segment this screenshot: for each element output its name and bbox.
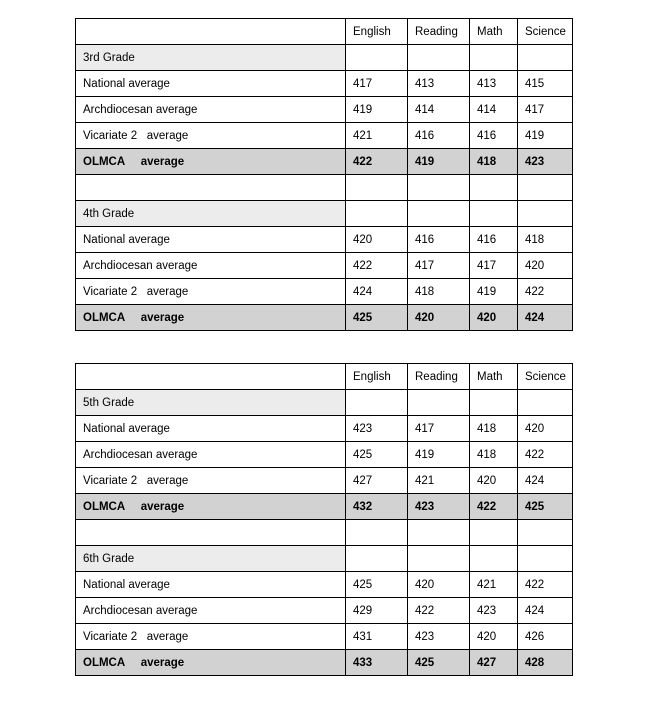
score-cell-science: 424 xyxy=(518,598,573,624)
score-cell-reading: 420 xyxy=(408,305,470,331)
header-row xyxy=(76,19,573,45)
archdiocesan-average-row xyxy=(76,598,573,624)
column-header-math: Math xyxy=(470,364,518,390)
grade-row-6th xyxy=(76,546,573,572)
column-header-reading: Reading xyxy=(408,19,470,45)
archdiocesan-average-row xyxy=(76,442,573,468)
score-cell-english: 425 xyxy=(346,442,408,468)
grade-label-cell: 5th Grade xyxy=(76,390,346,416)
vicariate-average-row xyxy=(76,123,573,149)
score-cell-english: 433 xyxy=(346,650,408,676)
score-cell-science: 417 xyxy=(518,97,573,123)
empty-cell xyxy=(518,175,573,201)
empty-cell xyxy=(470,520,518,546)
olmca-average-row xyxy=(76,305,573,331)
row-label-cell: OLMCA average xyxy=(76,650,346,676)
score-cell-science: 424 xyxy=(518,305,573,331)
empty-score-cell xyxy=(346,390,408,416)
scores-table-grades-5-6 xyxy=(75,363,573,676)
column-header-english: English xyxy=(346,364,408,390)
column-header-science: Science xyxy=(518,364,573,390)
header-row xyxy=(76,364,573,390)
row-label-cell: Archdiocesan average xyxy=(76,442,346,468)
score-cell-reading: 421 xyxy=(408,468,470,494)
column-header-english: English xyxy=(346,19,408,45)
score-cell-math: 419 xyxy=(470,279,518,305)
column-header-science: Science xyxy=(518,19,573,45)
score-cell-reading: 419 xyxy=(408,442,470,468)
score-cell-science: 422 xyxy=(518,442,573,468)
empty-score-cell xyxy=(408,45,470,71)
row-label-cell: National average xyxy=(76,227,346,253)
score-cell-english: 431 xyxy=(346,624,408,650)
row-label-cell: OLMCA average xyxy=(76,494,346,520)
score-cell-reading: 418 xyxy=(408,279,470,305)
score-cell-science: 418 xyxy=(518,227,573,253)
score-cell-math: 416 xyxy=(470,123,518,149)
grade-label-cell: 6th Grade xyxy=(76,546,346,572)
score-cell-english: 432 xyxy=(346,494,408,520)
score-cell-math: 418 xyxy=(470,149,518,175)
score-cell-english: 417 xyxy=(346,71,408,97)
score-cell-math: 414 xyxy=(470,97,518,123)
score-cell-science: 428 xyxy=(518,650,573,676)
score-cell-english: 425 xyxy=(346,305,408,331)
score-cell-reading: 417 xyxy=(408,416,470,442)
column-header-math: Math xyxy=(470,19,518,45)
scores-table-grades-3-4 xyxy=(75,18,573,331)
spacer-row xyxy=(76,520,573,546)
empty-score-cell xyxy=(470,45,518,71)
score-cell-english: 425 xyxy=(346,572,408,598)
table-gap xyxy=(75,331,650,363)
score-cell-reading: 416 xyxy=(408,123,470,149)
national-average-row xyxy=(76,227,573,253)
header-empty-cell xyxy=(76,364,346,390)
score-cell-math: 421 xyxy=(470,572,518,598)
empty-score-cell xyxy=(408,201,470,227)
score-cell-english: 424 xyxy=(346,279,408,305)
score-cell-math: 417 xyxy=(470,253,518,279)
score-cell-science: 420 xyxy=(518,416,573,442)
grade-label-cell: 3rd Grade xyxy=(76,45,346,71)
score-cell-reading: 425 xyxy=(408,650,470,676)
row-label-cell: Archdiocesan average xyxy=(76,253,346,279)
score-cell-english: 423 xyxy=(346,416,408,442)
row-label-cell: Vicariate 2 average xyxy=(76,624,346,650)
empty-score-cell xyxy=(470,546,518,572)
national-average-row xyxy=(76,71,573,97)
grade-row-4th xyxy=(76,201,573,227)
score-cell-math: 420 xyxy=(470,305,518,331)
empty-score-cell xyxy=(518,45,573,71)
empty-score-cell xyxy=(470,390,518,416)
empty-cell xyxy=(346,520,408,546)
score-cell-science: 420 xyxy=(518,253,573,279)
empty-score-cell xyxy=(346,201,408,227)
score-cell-reading: 416 xyxy=(408,227,470,253)
empty-score-cell xyxy=(346,45,408,71)
score-cell-reading: 413 xyxy=(408,71,470,97)
score-cell-reading: 423 xyxy=(408,494,470,520)
score-cell-math: 423 xyxy=(470,598,518,624)
score-cell-math: 418 xyxy=(470,416,518,442)
score-cell-science: 422 xyxy=(518,572,573,598)
empty-cell xyxy=(76,520,346,546)
empty-cell xyxy=(518,520,573,546)
vicariate-average-row xyxy=(76,624,573,650)
row-label-cell: Archdiocesan average xyxy=(76,97,346,123)
empty-score-cell xyxy=(518,201,573,227)
empty-cell xyxy=(408,520,470,546)
empty-score-cell xyxy=(346,546,408,572)
row-label-cell: National average xyxy=(76,416,346,442)
row-label-cell: Vicariate 2 average xyxy=(76,279,346,305)
empty-cell xyxy=(408,175,470,201)
row-label-cell: OLMCA average xyxy=(76,305,346,331)
empty-score-cell xyxy=(408,390,470,416)
row-label-cell: Archdiocesan average xyxy=(76,598,346,624)
empty-cell xyxy=(346,175,408,201)
empty-score-cell xyxy=(470,201,518,227)
score-cell-reading: 414 xyxy=(408,97,470,123)
row-label-cell: National average xyxy=(76,71,346,97)
score-cell-reading: 419 xyxy=(408,149,470,175)
archdiocesan-average-row xyxy=(76,253,573,279)
olmca-average-row xyxy=(76,650,573,676)
score-cell-math: 418 xyxy=(470,442,518,468)
score-cell-english: 420 xyxy=(346,227,408,253)
grade-label-cell: 4th Grade xyxy=(76,201,346,227)
score-cell-english: 422 xyxy=(346,253,408,279)
row-label-cell: National average xyxy=(76,572,346,598)
score-cell-science: 423 xyxy=(518,149,573,175)
score-cell-science: 415 xyxy=(518,71,573,97)
score-cell-english: 427 xyxy=(346,468,408,494)
column-header-reading: Reading xyxy=(408,364,470,390)
score-cell-reading: 423 xyxy=(408,624,470,650)
spacer-row xyxy=(76,175,573,201)
score-cell-math: 413 xyxy=(470,71,518,97)
score-cell-math: 420 xyxy=(470,624,518,650)
score-cell-science: 426 xyxy=(518,624,573,650)
score-cell-math: 422 xyxy=(470,494,518,520)
olmca-average-row xyxy=(76,494,573,520)
archdiocesan-average-row xyxy=(76,97,573,123)
national-average-row xyxy=(76,416,573,442)
vicariate-average-row xyxy=(76,279,573,305)
header-empty-cell xyxy=(76,19,346,45)
score-cell-reading: 420 xyxy=(408,572,470,598)
grade-row-5th xyxy=(76,390,573,416)
empty-score-cell xyxy=(518,546,573,572)
row-label-cell: OLMCA average xyxy=(76,149,346,175)
score-cell-english: 429 xyxy=(346,598,408,624)
empty-score-cell xyxy=(408,546,470,572)
olmca-average-row xyxy=(76,149,573,175)
grade-row-3rd xyxy=(76,45,573,71)
row-label-cell: Vicariate 2 average xyxy=(76,123,346,149)
score-cell-math: 420 xyxy=(470,468,518,494)
empty-cell xyxy=(470,175,518,201)
score-cell-english: 419 xyxy=(346,97,408,123)
score-cell-science: 422 xyxy=(518,279,573,305)
score-cell-reading: 422 xyxy=(408,598,470,624)
score-cell-english: 422 xyxy=(346,149,408,175)
score-cell-math: 427 xyxy=(470,650,518,676)
vicariate-average-row xyxy=(76,468,573,494)
score-cell-science: 425 xyxy=(518,494,573,520)
score-cell-reading: 417 xyxy=(408,253,470,279)
score-cell-science: 419 xyxy=(518,123,573,149)
empty-score-cell xyxy=(518,390,573,416)
empty-cell xyxy=(76,175,346,201)
score-cell-science: 424 xyxy=(518,468,573,494)
score-cell-math: 416 xyxy=(470,227,518,253)
score-cell-english: 421 xyxy=(346,123,408,149)
row-label-cell: Vicariate 2 average xyxy=(76,468,346,494)
national-average-row xyxy=(76,572,573,598)
